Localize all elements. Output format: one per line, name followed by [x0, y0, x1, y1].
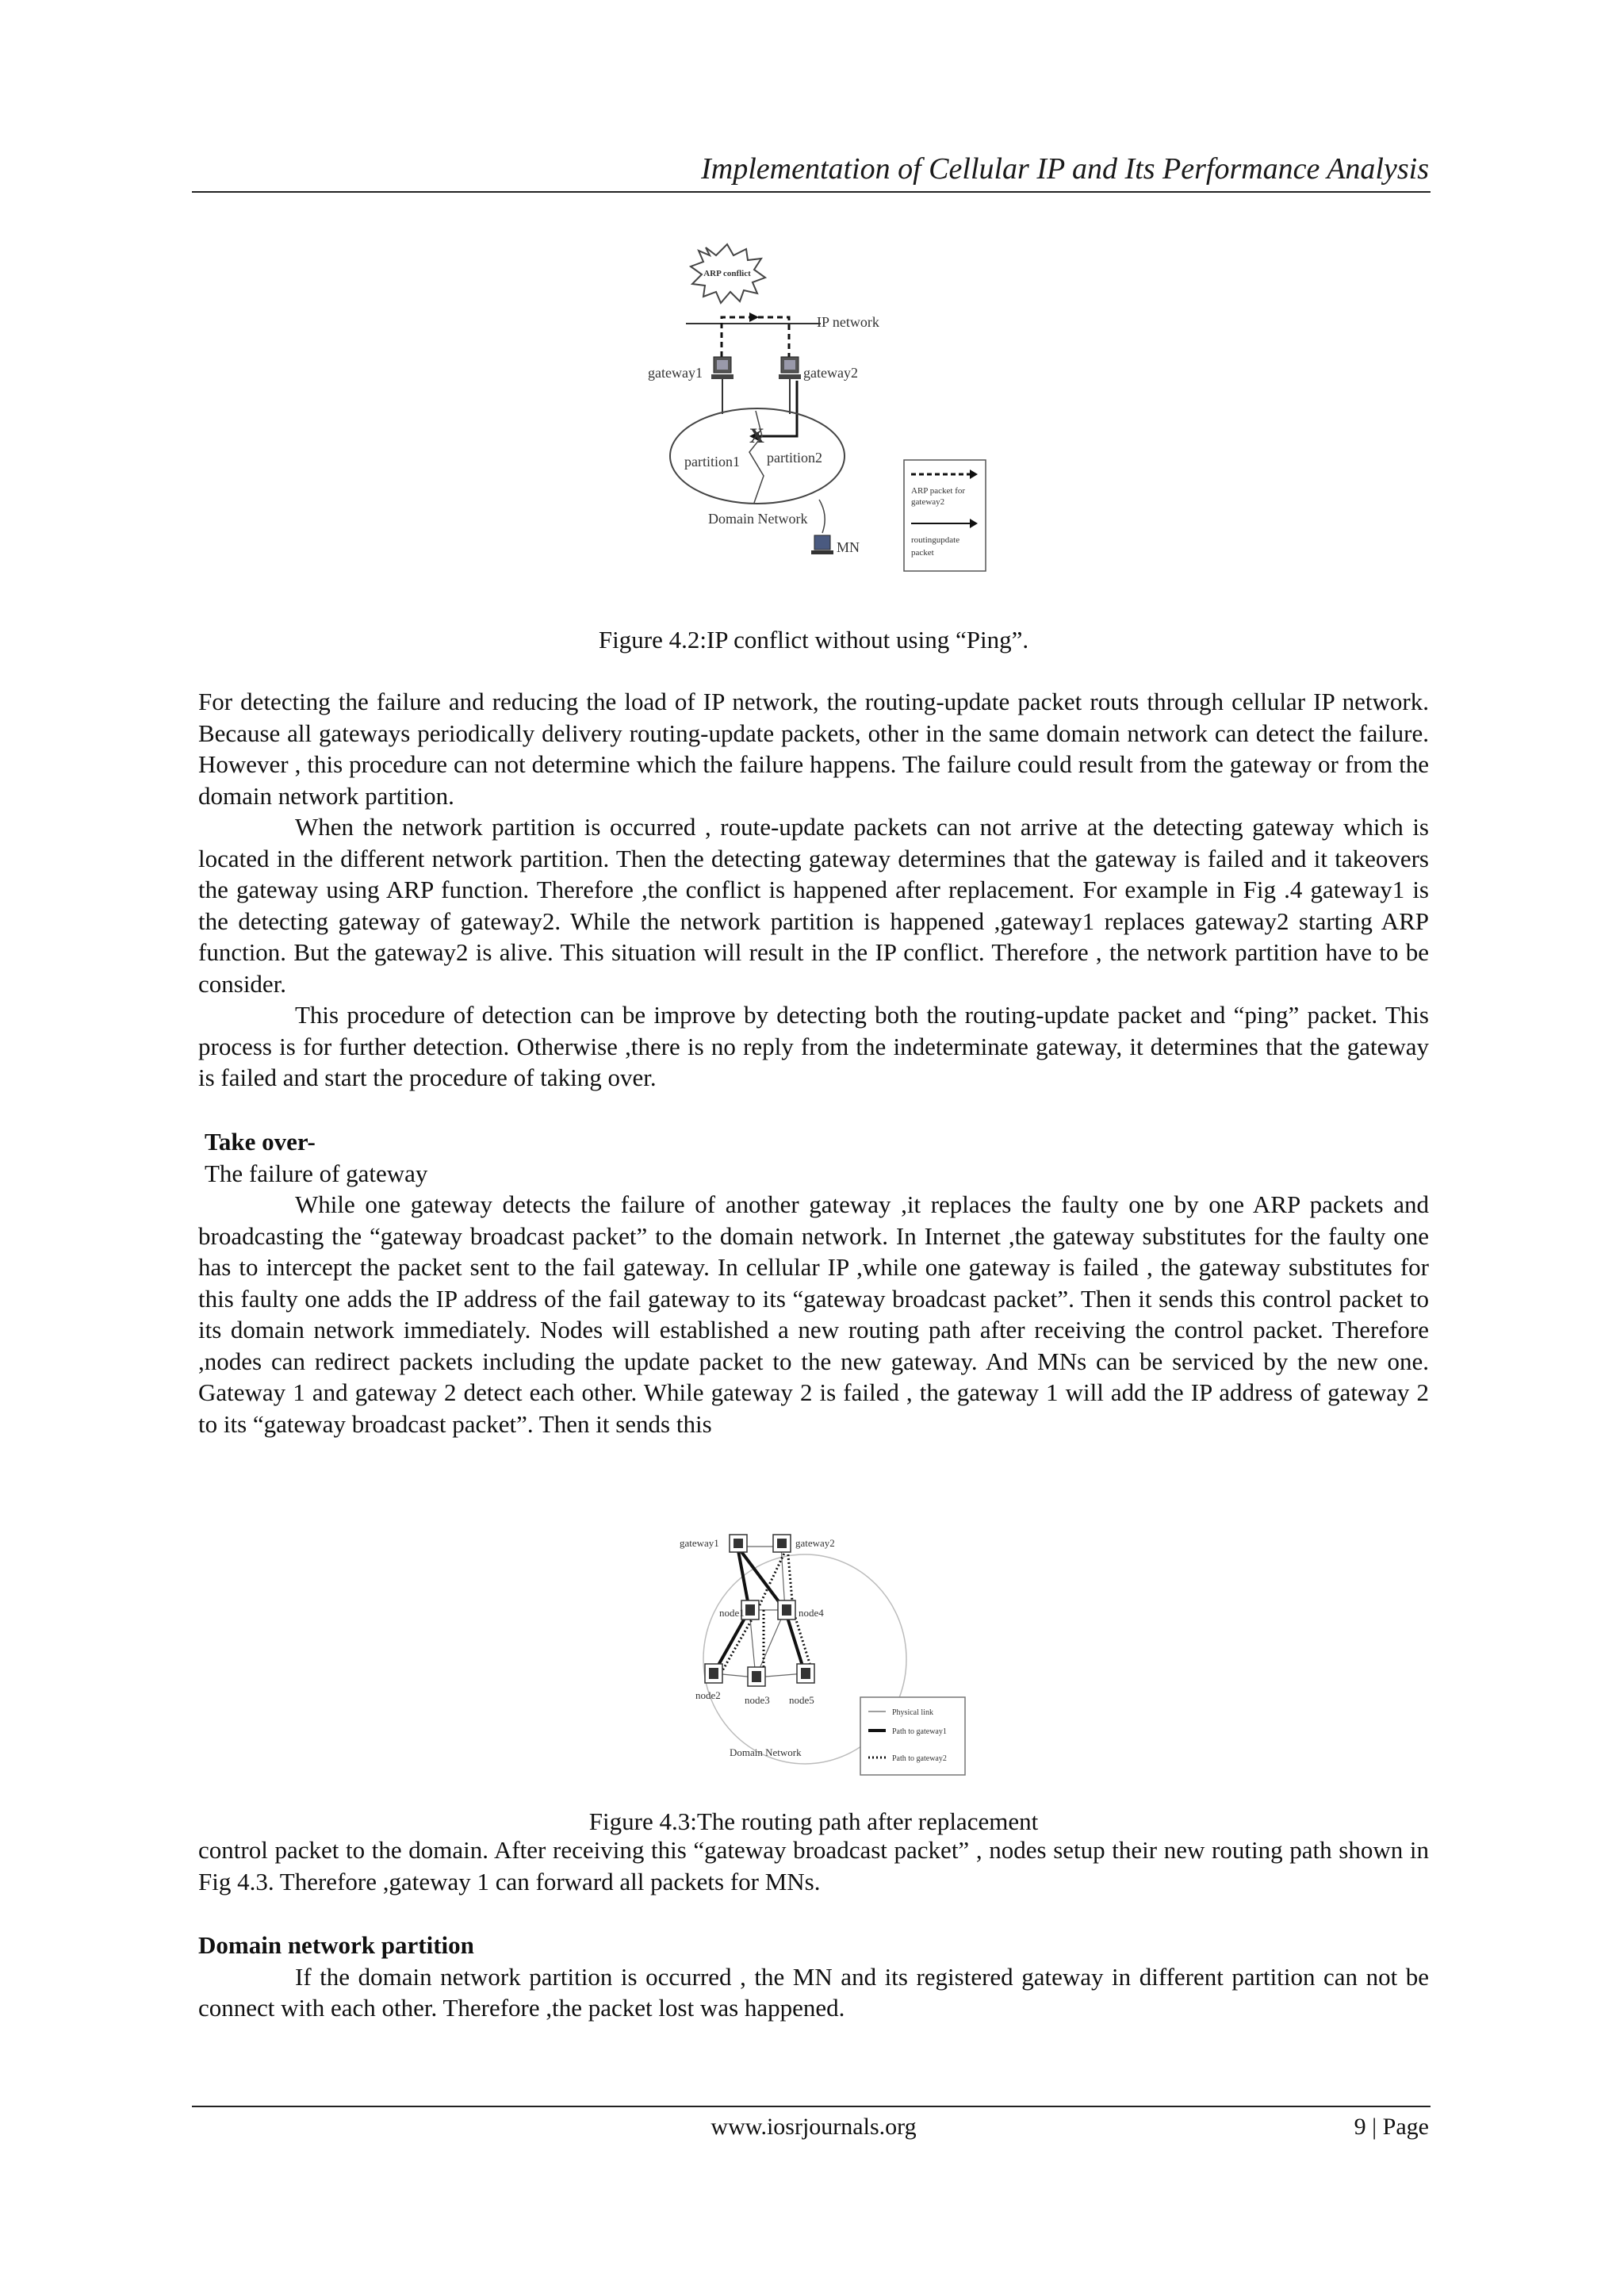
svg-text:Physical link: Physical link: [892, 1708, 933, 1717]
gateway2-label: gateway2: [803, 365, 858, 381]
mn-icon: [811, 535, 833, 554]
paragraph: While one gateway detects the failure of another gateway ,it replaces the faulty one by one ARP packets and broadcasting the “gateway broadcast packet” to the domain network. In Internet ,the gateway substitutes for the faulty one has to intercept the packet sent to the fail gateway. In cellular IP ,while one gateway is failed , the gateway substitutes for this faulty one adds the IP address of the fail gateway to its “gateway broadcast packet”. Then it sends this control packet to its domain network immediately. Nodes will established a new routing path after receiving the control packet. Therefore ,nodes can redirect packets including the update packet to the new gateway. And MNs can be serviced by the new one. Gateway 1 and gateway 2 detect each other. While gateway 2 is failed , the gateway 1 will add the IP address of gateway 2 to its “gateway broadcast packet”. Then it sends this: [198, 1190, 1429, 1438]
domain-network-label: Domain Network: [708, 511, 808, 527]
mn-label: MN: [837, 539, 860, 555]
footer-page-number: 9 | Page: [1354, 2114, 1429, 2140]
paragraph: If the domain network partition is occurred , the MN and its registered gateway in different partition can not be connect with each other. Therefore ,the packet lost was happened.: [198, 1962, 1429, 2022]
figure-routing-path: [670, 1523, 971, 1780]
svg-text:Path to gateway2: Path to gateway2: [892, 1754, 947, 1763]
paragraph: control packet to the domain. After receiving this “gateway broadcast packet” , nodes setup their new routing path shown in Fig 4.3. Therefore ,gateway 1 can forward all packets for MNs.: [198, 1836, 1429, 1895]
figure1-legend: [904, 460, 986, 571]
header-rule: [192, 191, 1431, 193]
svg-text:routingupdate: routingupdate: [911, 535, 960, 545]
section-subheading: The failure of gateway: [205, 1159, 428, 1187]
gateway2-icon: [779, 357, 801, 379]
figure2-caption: Figure 4.3:The routing path after replacement: [588, 1807, 1039, 1835]
body-block-1: [198, 686, 1429, 1094]
svg-text:Domain Network: Domain Network: [730, 1746, 802, 1758]
figure2-legend: [860, 1697, 965, 1775]
gateway1-label: gateway1: [648, 365, 703, 381]
arp-conflict-burst: [691, 244, 765, 303]
svg-text:gateway2: gateway2: [795, 1537, 835, 1549]
partition2-label: partition2: [767, 450, 822, 466]
footer-url: www.iosrjournals.org: [710, 2114, 917, 2140]
section-domain-partition: [198, 1930, 1429, 2024]
ip-network-label: IP network: [817, 314, 879, 330]
svg-text:ARP packet for: ARP packet for: [911, 486, 966, 496]
figure-ip-conflict: [638, 238, 987, 587]
gateway1-icon: [711, 357, 733, 379]
section-takeover: [198, 1126, 1429, 1439]
svg-text:Path to gateway1: Path to gateway1: [892, 1727, 947, 1736]
paragraph: When the network partition is occurred , route-update packets can not arrive at the detecting gateway which is located in the different network partition. Then the detecting gateway determines that the gateway is failed and it takeovers the gateway using ARP function. Therefore ,the conflict is happened after replacement. For example in Fig .4 gateway1 is the detecting gateway of gateway2. While the network partition is happened ,gateway1 replaces gateway2 starting ARP function. But the gateway2 is alive. This situation will result in the IP conflict. Therefore , the network partition have to be consider.: [198, 813, 1429, 998]
section-heading: Domain network partition: [198, 1931, 474, 1959]
paragraph-after-figure2: [198, 1834, 1429, 1897]
svg-text:gateway1: gateway1: [680, 1537, 719, 1549]
paragraph: For detecting the failure and reducing the load of IP network, the routing-update packet routs through cellular IP network. Because all gateways periodically delivery routing-update packets, other in the same domain network can detect the failure. However , this procedure can not determine which the failure happens. The failure could result from the gateway or from the domain network partition.: [198, 688, 1429, 810]
svg-text:node3: node3: [745, 1694, 770, 1706]
burst-label: ARP conflict: [703, 269, 751, 278]
partition1-label: partition1: [684, 454, 740, 470]
svg-text:packet: packet: [911, 548, 934, 558]
figure1-caption: Figure 4.2:IP conflict without using “Ping”.: [598, 626, 1029, 654]
section-heading: Take over-: [205, 1128, 316, 1156]
running-title: Implementation of Cellular IP and Its Performance Analysis: [701, 152, 1429, 186]
footer-rule: [192, 2106, 1431, 2107]
svg-text:node1: node1: [719, 1607, 745, 1619]
svg-text:node4: node4: [799, 1607, 824, 1619]
svg-text:node2: node2: [695, 1689, 721, 1701]
svg-text:node5: node5: [789, 1694, 814, 1706]
x-mark: X: [749, 424, 764, 447]
paragraph: This procedure of detection can be improve by detecting both the routing-update packet and “ping” packet. This process is for further detection. Otherwise ,there is no reply from the indeterminate gateway, it determines that the gateway is failed and start the procedure of taking over.: [198, 1001, 1429, 1091]
svg-text:gateway2: gateway2: [911, 497, 945, 507]
